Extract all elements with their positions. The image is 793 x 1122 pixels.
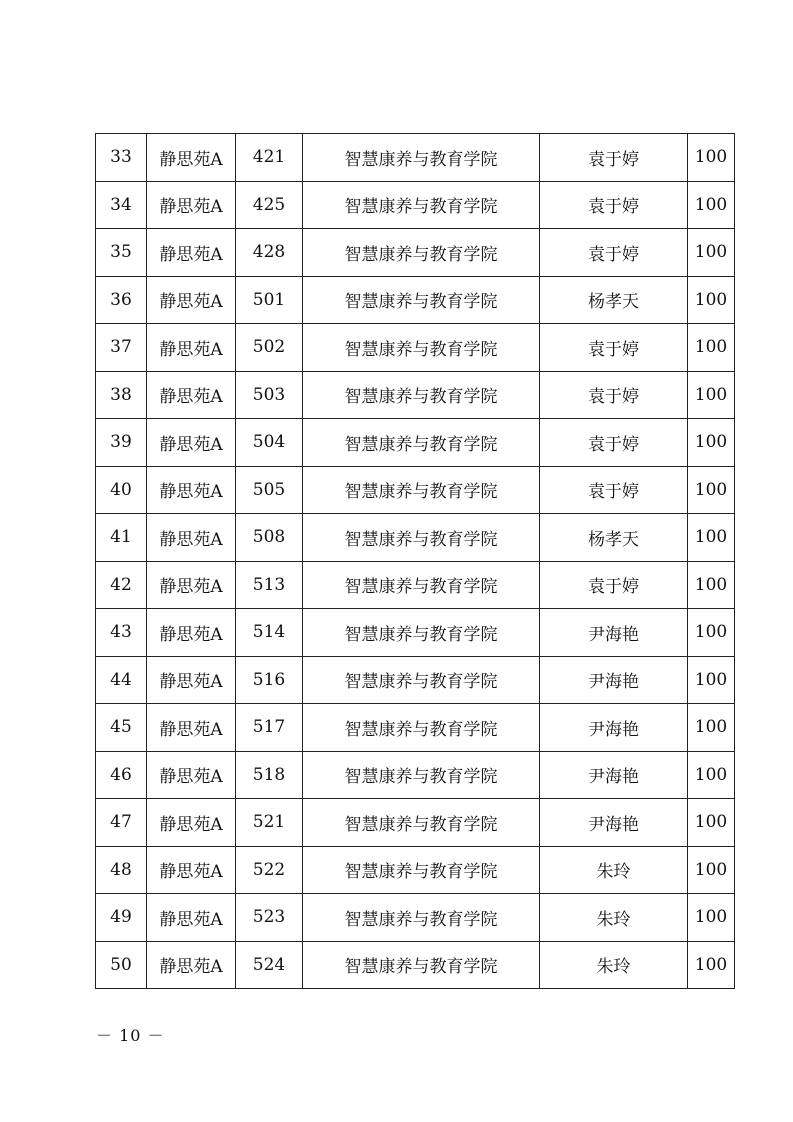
- cell-room: 523: [236, 894, 303, 942]
- cell-room: 504: [236, 419, 303, 467]
- cell-score: 100: [688, 466, 735, 514]
- cell-room: 502: [236, 324, 303, 372]
- table-row: [96, 371, 735, 419]
- cell-index: 45: [96, 704, 147, 752]
- cell-college: 智慧康养与教育学院: [303, 466, 540, 514]
- cell-score: 100: [688, 324, 735, 372]
- cell-index: 35: [96, 229, 147, 277]
- cell-college: 智慧康养与教育学院: [303, 419, 540, 467]
- cell-room: 521: [236, 799, 303, 847]
- cell-index: 37: [96, 324, 147, 372]
- cell-building: 静思苑A: [147, 466, 236, 514]
- cell-score: 100: [688, 609, 735, 657]
- cell-counselor: 朱玲: [540, 894, 688, 942]
- cell-score: 100: [688, 894, 735, 942]
- cell-index: 44: [96, 656, 147, 704]
- table-row: [96, 846, 735, 894]
- cell-room: 501: [236, 276, 303, 324]
- cell-room: 425: [236, 181, 303, 229]
- cell-counselor: 袁于婷: [540, 229, 688, 277]
- cell-room: 505: [236, 466, 303, 514]
- cell-building: 静思苑A: [147, 656, 236, 704]
- table-row: [96, 609, 735, 657]
- cell-counselor: 袁于婷: [540, 371, 688, 419]
- cell-index: 40: [96, 466, 147, 514]
- cell-score: 100: [688, 371, 735, 419]
- cell-index: 36: [96, 276, 147, 324]
- table-row: [96, 134, 735, 182]
- cell-index: 46: [96, 751, 147, 799]
- cell-college: 智慧康养与教育学院: [303, 514, 540, 562]
- table-row: [96, 229, 735, 277]
- cell-index: 43: [96, 609, 147, 657]
- cell-building: 静思苑A: [147, 134, 236, 182]
- cell-room: 517: [236, 704, 303, 752]
- cell-room: 514: [236, 609, 303, 657]
- cell-room: 508: [236, 514, 303, 562]
- cell-index: 38: [96, 371, 147, 419]
- cell-counselor: 袁于婷: [540, 324, 688, 372]
- cell-building: 静思苑A: [147, 704, 236, 752]
- cell-counselor: 袁于婷: [540, 466, 688, 514]
- cell-counselor: 袁于婷: [540, 419, 688, 467]
- cell-index: 42: [96, 561, 147, 609]
- table-row: [96, 324, 735, 372]
- cell-building: 静思苑A: [147, 561, 236, 609]
- cell-score: 100: [688, 419, 735, 467]
- table-body: [96, 134, 735, 989]
- cell-room: 516: [236, 656, 303, 704]
- cell-score: 100: [688, 561, 735, 609]
- cell-index: 50: [96, 941, 147, 989]
- cell-room: 428: [236, 229, 303, 277]
- cell-index: 41: [96, 514, 147, 562]
- cell-counselor: 朱玲: [540, 846, 688, 894]
- table-row: [96, 894, 735, 942]
- cell-college: 智慧康养与教育学院: [303, 941, 540, 989]
- table-row: [96, 466, 735, 514]
- cell-building: 静思苑A: [147, 371, 236, 419]
- cell-building: 静思苑A: [147, 894, 236, 942]
- table-row: [96, 181, 735, 229]
- table-row: [96, 561, 735, 609]
- cell-counselor: 袁于婷: [540, 561, 688, 609]
- cell-score: 100: [688, 181, 735, 229]
- cell-counselor: 尹海艳: [540, 799, 688, 847]
- cell-counselor: 杨孝天: [540, 514, 688, 562]
- page-number: － 10 －: [96, 1026, 165, 1045]
- cell-college: 智慧康养与教育学院: [303, 799, 540, 847]
- cell-building: 静思苑A: [147, 609, 236, 657]
- cell-counselor: 尹海艳: [540, 704, 688, 752]
- cell-counselor: 尹海艳: [540, 609, 688, 657]
- cell-score: 100: [688, 846, 735, 894]
- table-row: [96, 751, 735, 799]
- cell-counselor: 尹海艳: [540, 751, 688, 799]
- cell-counselor: 朱玲: [540, 941, 688, 989]
- table-row: [96, 514, 735, 562]
- cell-index: 49: [96, 894, 147, 942]
- cell-score: 100: [688, 514, 735, 562]
- table-row: [96, 941, 735, 989]
- cell-room: 522: [236, 846, 303, 894]
- cell-building: 静思苑A: [147, 324, 236, 372]
- cell-college: 智慧康养与教育学院: [303, 656, 540, 704]
- cell-room: 421: [236, 134, 303, 182]
- table-row: [96, 704, 735, 752]
- cell-room: 518: [236, 751, 303, 799]
- cell-score: 100: [688, 704, 735, 752]
- cell-college: 智慧康养与教育学院: [303, 894, 540, 942]
- cell-index: 33: [96, 134, 147, 182]
- cell-college: 智慧康养与教育学院: [303, 751, 540, 799]
- table-row: [96, 799, 735, 847]
- cell-counselor: 尹海艳: [540, 656, 688, 704]
- cell-index: 48: [96, 846, 147, 894]
- cell-room: 503: [236, 371, 303, 419]
- cell-college: 智慧康养与教育学院: [303, 324, 540, 372]
- cell-score: 100: [688, 134, 735, 182]
- cell-counselor: 杨孝天: [540, 276, 688, 324]
- cell-building: 静思苑A: [147, 181, 236, 229]
- cell-index: 34: [96, 181, 147, 229]
- cell-college: 智慧康养与教育学院: [303, 704, 540, 752]
- cell-building: 静思苑A: [147, 799, 236, 847]
- cell-building: 静思苑A: [147, 846, 236, 894]
- cell-college: 智慧康养与教育学院: [303, 229, 540, 277]
- cell-college: 智慧康养与教育学院: [303, 846, 540, 894]
- cell-score: 100: [688, 799, 735, 847]
- cell-building: 静思苑A: [147, 229, 236, 277]
- cell-score: 100: [688, 656, 735, 704]
- cell-counselor: 袁于婷: [540, 181, 688, 229]
- cell-building: 静思苑A: [147, 751, 236, 799]
- cell-score: 100: [688, 229, 735, 277]
- cell-college: 智慧康养与教育学院: [303, 609, 540, 657]
- cell-score: 100: [688, 751, 735, 799]
- cell-room: 524: [236, 941, 303, 989]
- cell-building: 静思苑A: [147, 514, 236, 562]
- cell-building: 静思苑A: [147, 276, 236, 324]
- table-row: [96, 276, 735, 324]
- cell-college: 智慧康养与教育学院: [303, 561, 540, 609]
- cell-building: 静思苑A: [147, 419, 236, 467]
- cell-college: 智慧康养与教育学院: [303, 371, 540, 419]
- cell-counselor: 袁于婷: [540, 134, 688, 182]
- cell-college: 智慧康养与教育学院: [303, 181, 540, 229]
- cell-index: 47: [96, 799, 147, 847]
- cell-college: 智慧康养与教育学院: [303, 134, 540, 182]
- cell-score: 100: [688, 276, 735, 324]
- table-row: [96, 419, 735, 467]
- table-row: [96, 656, 735, 704]
- cell-building: 静思苑A: [147, 941, 236, 989]
- cell-room: 513: [236, 561, 303, 609]
- cell-college: 智慧康养与教育学院: [303, 276, 540, 324]
- cell-score: 100: [688, 941, 735, 989]
- cell-index: 39: [96, 419, 147, 467]
- dormitory-score-table: [95, 133, 735, 989]
